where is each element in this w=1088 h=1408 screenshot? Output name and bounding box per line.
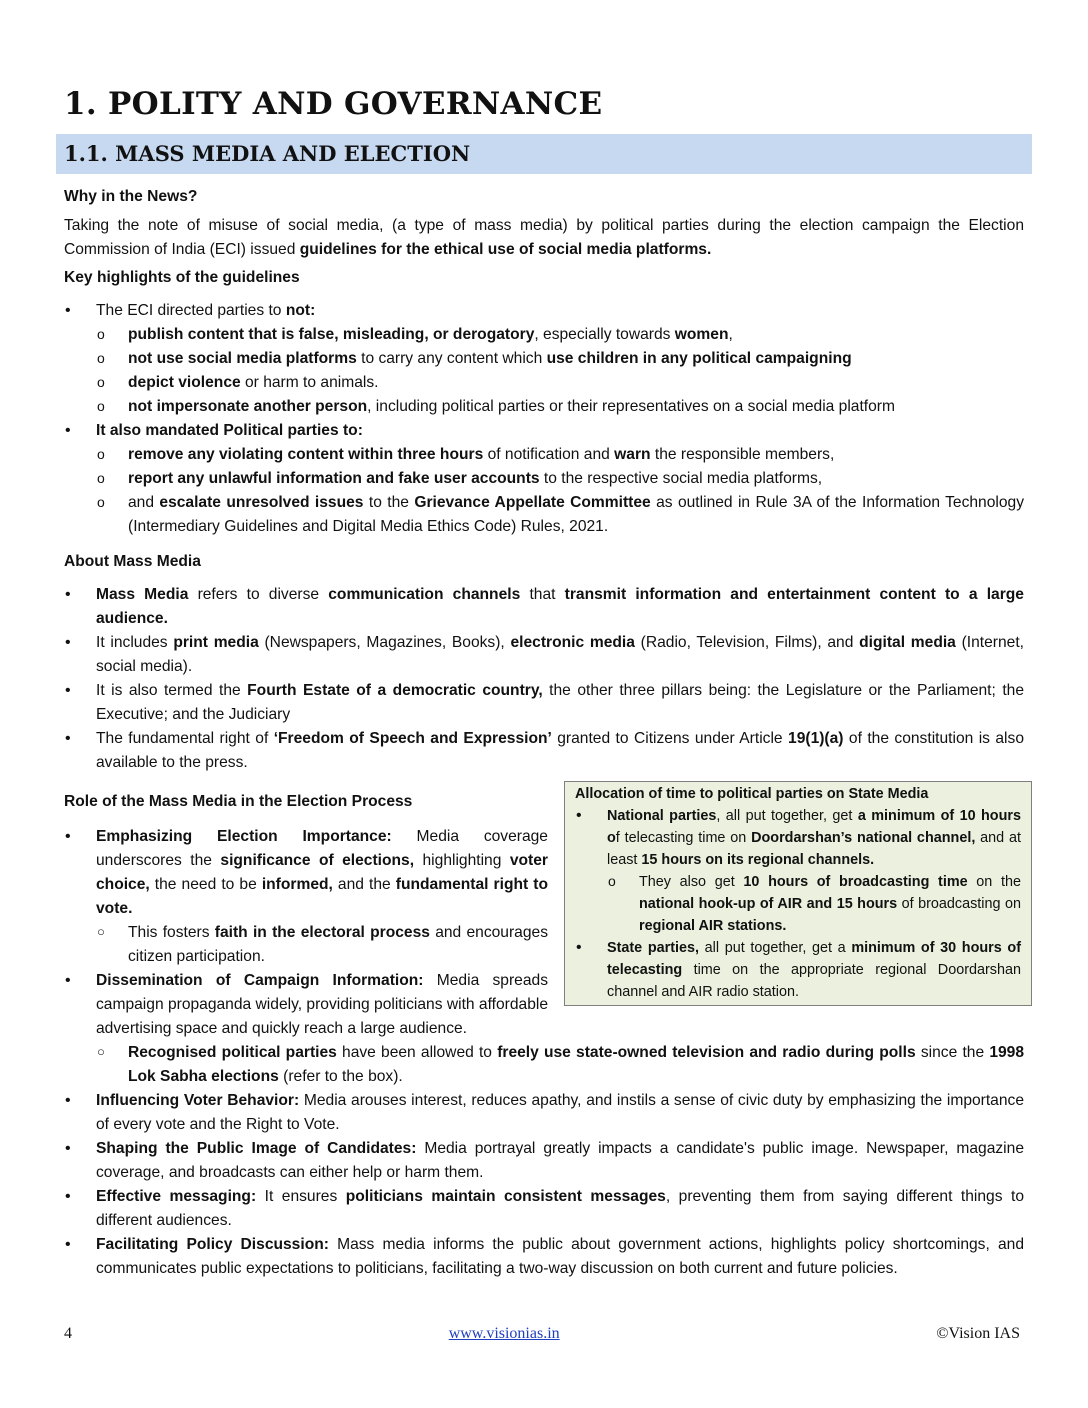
text: Media coverage underscores the [96,828,548,869]
text: to the [363,494,415,511]
bold-text: National parties [607,808,717,824]
sub-list [96,921,1024,969]
bold-text: women [674,326,729,343]
bold-text: voter choice, [96,852,548,893]
text: This fosters [128,924,215,941]
list-item [96,347,1024,371]
footer [64,1325,1020,1343]
sub-list [96,323,1024,419]
text: It is also termed the [96,682,248,699]
text: to the respective social media platforms, [539,470,823,487]
list-item [96,1041,1024,1089]
box-title: Allocation of time to political parties on State Media [575,786,929,802]
bold-text: significance of elections, [220,852,415,869]
list-item [64,1089,1024,1137]
bold-text: publish content that is false, misleading, or derogatory [128,326,535,343]
text: and [128,494,160,511]
list-item [64,1233,1024,1281]
chapter-title: 1. POLITY AND GOVERNANCE [64,86,603,122]
bold-text: fundamental right to vote. [96,876,548,917]
text: They also get [639,874,744,890]
text: of broadcasting on [897,896,1021,912]
text: highlighting [414,852,510,869]
bold-text: print media [173,634,259,651]
section-title: 1.1. MASS MEDIA AND ELECTION [56,134,1032,174]
sub-list [96,443,1024,539]
text: and encourages citizen participation. [128,924,548,965]
bold-text: faith in the electoral process [214,924,430,941]
why-heading: Why in the News? [64,188,198,205]
bold-text: informed, [261,876,333,893]
bold-text: digital media [859,634,956,651]
list-item [64,419,1024,539]
text: all put together, get a [699,940,852,956]
bold-text: Shaping the Public Image of Candidates: [96,1140,417,1157]
about-list [64,583,1024,775]
bold-text: 10 hours of broadcasting time [743,874,968,890]
text: and the [332,876,396,893]
list-item [64,583,1024,631]
bold-text: minimum of 30 hours of telecasting [607,940,1021,978]
text: It includes [96,634,174,651]
bold-text: freely use state-owned television and radio during polls [497,1044,916,1061]
text: (refer to the box). [278,1068,403,1085]
bold-text: Fourth Estate of a democratic country, [247,682,543,699]
bold-text: Mass Media [96,586,189,603]
text: refers to diverse [188,586,329,603]
key-highlights-list [64,299,1024,539]
text: (Radio, Television, Films), and [634,634,860,651]
text: and at least [607,830,1021,868]
list-item [64,299,1024,419]
bold-text: politicians maintain consistent messages [345,1188,666,1205]
bold-text: It also mandated Political parties to: [96,422,363,439]
text: as outlined in Rule 3A of the Information Technology (Intermediary Guidelines and Digital Media Ethics Code) Rules, 2021. [128,494,1024,535]
bold-text: Facilitating Policy Discussion: [96,1236,329,1253]
bold-text: 15 hours on its regional channels. [641,852,875,868]
list-item [64,969,1024,1089]
bold-text: not: [285,302,316,319]
text: the responsible members, [650,446,835,463]
why-paragraph [64,214,1024,262]
text: , preventing them from saying different things to different audiences. [96,1188,1024,1229]
list-item [64,1137,1024,1185]
list-item [96,323,1024,347]
bold-text: electronic media [510,634,635,651]
sub-list [96,1041,1024,1089]
text: It ensures [256,1188,346,1205]
bold-text: depict violence [128,374,241,391]
list-item [64,825,1024,969]
text: The ECI directed parties to [96,302,286,319]
bold-text: Emphasizing Election Importance: [96,828,392,845]
role-heading: Role of the Mass Media in the Election Process [64,793,413,810]
bold-text: use children in any political campaigning [546,350,852,367]
list-item [96,371,1024,395]
text: have been allowed to [336,1044,498,1061]
text: f telecasting time on [615,830,752,846]
bold-text: Recognised political parties [128,1044,337,1061]
bold-text: guidelines for the ethical use of social media platforms. [299,241,712,258]
bold-text: remove any violating content within three hours [128,446,484,463]
text: or harm to animals. [240,374,379,391]
text: (Newspapers, Magazines, Books), [258,634,511,651]
key-heading: Key highlights of the guidelines [64,269,300,286]
text: Media arouses interest, reduces apathy, and instils a sense of civic duty by emphasizing the importance of every vote and the Right to Vote. [96,1092,1024,1133]
text: since the [915,1044,990,1061]
bold-text: Influencing Voter Behavior: [96,1092,300,1109]
text: (Internet, social media). [96,634,1024,675]
bold-text: Grievance Appellate Committee [414,494,651,511]
list-item [96,443,1024,467]
bold-text: Dissemination of Campaign Information: [96,972,424,989]
page-number: 4 [64,1325,72,1342]
website-link[interactable]: www.visionias.in [448,1325,560,1342]
bold-text: regional AIR stations. [639,918,787,934]
text: , all put together, get [716,808,858,824]
bold-text: warn [614,446,651,463]
text: of notification and [483,446,615,463]
text: granted to Citizens under Article [551,730,789,747]
bold-text: not impersonate another person [128,398,368,415]
about-heading: About Mass Media [64,553,201,570]
bold-text: ‘Freedom of Speech and Expression’ [273,730,552,747]
text: that [520,586,565,603]
bold-text: national hook-up of AIR and 15 hours [639,896,898,912]
bold-text: Effective messaging: [96,1188,257,1205]
bold-text: a minimum of 10 hours o [607,808,1021,846]
text: to carry any content which [356,350,547,367]
text: of the constitution is also available to the press. [96,730,1024,771]
list-item [64,1185,1024,1233]
text: Taking the note of misuse of social media, (a type of mass media) by political parties during the election campaign the Election Commission of India (ECI) issued [64,217,1024,258]
text: , [728,326,733,343]
document-page [64,86,1024,1281]
list-item [96,491,1024,539]
bold-text: 19(1)(a) [788,730,844,747]
bold-text: escalate unresolved issues [159,494,364,511]
text: Media portrayal greatly impacts a candidate's public image. Newspaper, magazine coverage, and broadcasts can either help or harm them. [96,1140,1024,1181]
role-list [64,825,1024,1281]
text: , including political parties or their representatives on a social media platform [367,398,895,415]
bold-text: Doordarshan’s national channel, [751,830,976,846]
list-item [96,395,1024,419]
text: The fundamental right of [96,730,274,747]
text: , especially towards [534,326,675,343]
text: on the [967,874,1021,890]
list-item [64,679,1024,727]
bold-text: communication channels [328,586,521,603]
bold-text: report any unlawful information and fake user accounts [128,470,540,487]
bold-text: 1998 Lok Sabha elections [128,1044,1025,1085]
text: time on the appropriate regional Doordarshan channel and AIR radio station. [607,962,1021,1000]
text: the other three pillars being: the Legislature or the Parliament; the Executive; and the Judiciary [96,682,1025,723]
list-item [96,467,1024,491]
list-item [96,921,1024,969]
text: the need to be [149,876,262,893]
bold-text: transmit information and entertainment content to a large audience. [96,586,1024,627]
text: Mass media informs the public about government actions, highlights policy shortcomings, and communicates public expectations to politicians, facilitating a two-way discussion on both current and future policies. [96,1236,1024,1277]
list-item [64,631,1024,679]
list-item [64,727,1024,775]
copyright: ©Vision IAS [936,1325,1020,1342]
bold-text: State parties, [607,940,700,956]
text: Media spreads campaign propaganda widely, providing politicians with affordable advertising space and quickly reach a large audience. [96,972,548,1037]
bold-text: not use social media platforms [128,350,357,367]
